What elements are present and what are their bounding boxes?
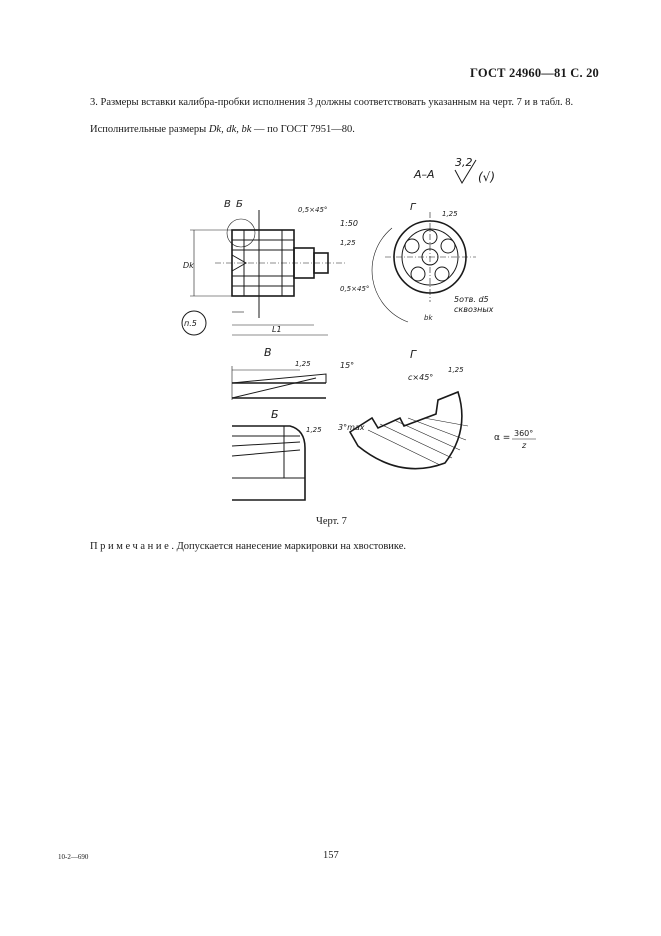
- alpha-denominator: z: [522, 441, 527, 450]
- chamfer-label-bottom: 0,5×45°: [340, 285, 370, 293]
- view-g-title: Г: [410, 348, 417, 361]
- rough-label-section: 1,25: [442, 210, 458, 218]
- dim-bk: bk: [424, 314, 433, 322]
- view-label-bb: Б: [236, 199, 243, 210]
- view-bb-detail: [232, 426, 305, 500]
- c45-label: c×45°: [408, 373, 434, 382]
- dim-dk: Dk: [183, 261, 194, 270]
- view-b-detail: [232, 366, 326, 400]
- view-b-title: В: [264, 346, 272, 359]
- page-header: ГОСТ 24960—81 С. 20: [470, 66, 599, 80]
- note-label: Примечание: [90, 541, 172, 552]
- holes-label-2: сквозных: [454, 305, 494, 314]
- rough-label-b: 1,25: [295, 360, 311, 368]
- chamfer-label-top: 0,5×45°: [298, 206, 328, 214]
- page-number: 157: [323, 850, 339, 861]
- rough-label-main: 1,25: [340, 239, 356, 247]
- note: [90, 541, 406, 552]
- note-text: . Допускается нанесение маркировки на хвостовике.: [171, 541, 407, 552]
- roughness-other: (√): [478, 170, 496, 184]
- paragraph-3: 3. Размеры вставки калибра-пробки исполнения 3 должны соответствовать указанным на черт. 7 и в табл. 8.: [90, 97, 574, 108]
- alpha-numerator: 360°: [514, 429, 534, 438]
- angle-15: 15°: [340, 361, 355, 370]
- para2-vars: Dk, dk, bk: [208, 124, 252, 135]
- taper-label: 1:50: [340, 219, 358, 228]
- angle-3max: 3°max: [338, 423, 365, 432]
- rough-label-g: 1,25: [448, 366, 464, 374]
- rough-label-bb: 1,25: [306, 426, 322, 434]
- point-5-label: п.5: [184, 319, 197, 328]
- view-label-g: Г: [410, 202, 416, 213]
- roughness-value: 3,2: [455, 156, 473, 169]
- main-view: [190, 210, 345, 335]
- view-bb-title: Б: [271, 408, 279, 421]
- para2-prefix: Исполнительные размеры: [90, 124, 209, 135]
- section-label: А–А: [414, 168, 435, 181]
- dim-l: L1: [272, 325, 282, 334]
- footer-code: 10-2—690: [58, 853, 89, 861]
- view-g-detail: [350, 392, 468, 469]
- para2-suffix: — по ГОСТ 7951—80.: [251, 124, 355, 135]
- alpha-lhs: α =: [494, 433, 511, 443]
- figure-caption: Черт. 7: [316, 516, 347, 527]
- view-label-b: В: [224, 199, 231, 210]
- holes-label: 5отв. d5: [454, 295, 489, 304]
